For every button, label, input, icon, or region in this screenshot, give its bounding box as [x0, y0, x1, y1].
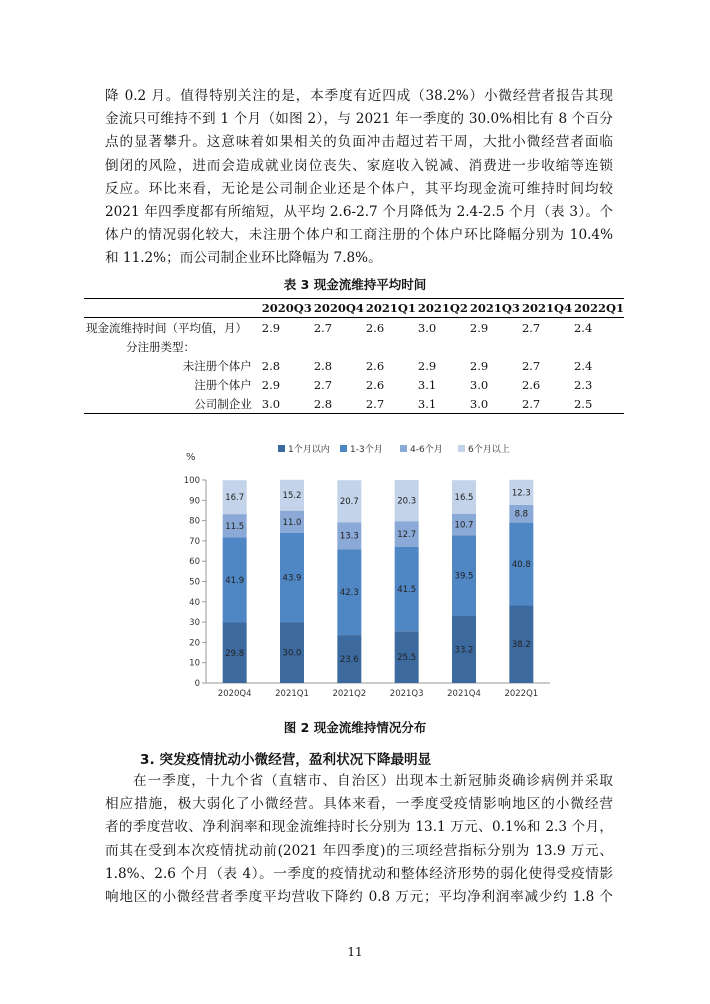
text-line: 响地区的小微经营者季度平均营收下降约 0.8 万元；平均净利润率减少约 1.8 个 [105, 889, 613, 906]
data-label: 12.7 [397, 530, 417, 541]
text-line: 和 11.2%；而公司制企业环比降幅为 7.8%。 [105, 250, 382, 267]
table-row [84, 318, 624, 338]
table-cell: 2.7 [364, 394, 416, 414]
table-cell: 2.9 [469, 358, 489, 373]
text-line: 反应。环比来看，无论是公司制企业还是个体户，其平均现金流可维持时间均较 [105, 180, 613, 197]
y-tick-label: 90 [189, 496, 200, 507]
data-label: 13.3 [339, 531, 359, 542]
table-header-cell: 2021Q3 [468, 299, 520, 318]
text-line: 体户的情况弱化较大，未注册个体户和工商注册的个体户环比降幅分别为 10.4% [105, 227, 613, 244]
table-cell: 2.9 [469, 320, 489, 335]
section-heading: 3. 突发疫情扰动小微经营，盈利状况下降最明显 [140, 752, 432, 768]
text-line: 而其在受到本次疫情扰动前(2021 年四季度)的三项经营指标分别为 13.9 万元、 [105, 842, 613, 859]
data-label: 11.0 [282, 517, 302, 528]
data-label: 20.7 [339, 497, 359, 508]
table-cell: 2.8 [261, 358, 281, 373]
table-cell [364, 337, 416, 356]
table-header-cell: 2020Q4 [312, 299, 364, 318]
table-cell: 2.9 [417, 358, 437, 373]
data-label: 8.8 [514, 509, 529, 520]
page-number: 11 [347, 945, 363, 959]
body-paragraph-top [105, 85, 613, 271]
legend-label: 1个月以内 [288, 445, 330, 455]
y-tick-label: 80 [189, 516, 200, 527]
table-cell [468, 337, 520, 356]
table-cell: 2.7 [313, 377, 333, 392]
table-cell: 2.6 [521, 377, 541, 392]
table-cell: 2.3 [573, 377, 593, 392]
table-caption: 表 3 现金流维持平均时间 [283, 277, 427, 292]
text-line: 在一季度，十九个省（直辖市、自治区）出现本土新冠肺炎确诊病例并采取 [133, 773, 613, 789]
table-cell: 2.6 [365, 377, 385, 392]
data-label: 16.7 [225, 493, 245, 504]
x-tick-label: 2020Q4 [217, 689, 252, 699]
data-label: 10.7 [454, 520, 474, 531]
y-axis-unit: % [186, 452, 196, 463]
table-cell: 2.6 [365, 320, 385, 335]
text-line: 降 0.2 月。值得特别关注的是，本季度有近四成（38.2%）小微经营者报告其现 [105, 88, 613, 104]
table-cell [416, 337, 468, 356]
table-cell: 3.0 [260, 394, 312, 414]
y-tick-label: 70 [189, 536, 200, 547]
y-tick-label: 0 [194, 679, 200, 689]
legend-label: 4-6个月 [410, 445, 443, 455]
data-label: 30.0 [282, 648, 302, 659]
y-tick-label: 30 [189, 618, 200, 629]
figure-caption: 图 2 现金流维持情况分布 [283, 720, 427, 735]
table-row [84, 394, 624, 414]
table-cell [520, 337, 572, 356]
table-cell: 2.7 [521, 320, 541, 335]
row-label: 分注册类型： [126, 339, 195, 354]
text-line: 1.8%、2.6 个月（表 4）。一季度的疫情扰动和整体经济形势的弱化使得受疫情影 [105, 865, 613, 882]
y-tick-label: 50 [189, 577, 200, 588]
y-tick-label: 20 [189, 638, 200, 649]
y-tick-label: 40 [189, 597, 200, 608]
table-header-cell: 2021Q2 [416, 299, 468, 318]
table-cell: 2.9 [261, 320, 281, 335]
row-label: 注册个体户 [194, 377, 252, 392]
row-label: 未注册个体户 [182, 358, 252, 373]
text-line: 点的显著攀升。这意味着如果相关的负面冲击超过若干周，大批小微经营者面临 [105, 134, 613, 151]
table-cell: 2.4 [573, 358, 593, 373]
table-cell: 3.0 [469, 377, 489, 392]
table-cell: 3.0 [417, 320, 437, 335]
table-cell: 3.1 [416, 394, 468, 414]
table-header-cell [84, 299, 260, 318]
table-header-cell: 2022Q1 [572, 299, 624, 318]
data-label: 43.9 [282, 573, 302, 584]
text-line: 者的季度营收、净利润率和现金流维持时长分别为 13.1 万元、0.1%和 2.3 个月， [105, 819, 613, 836]
y-tick-label: 10 [189, 658, 200, 669]
data-label: 11.5 [225, 521, 245, 532]
data-label: 40.8 [511, 560, 531, 571]
text-line: 金流只可维持不到 1 个月（如图 2），与 2021 年一季度的 30.0%相比有 8 个百分 [105, 111, 613, 128]
table-cell: 2.5 [572, 394, 624, 414]
legend-swatch [340, 445, 347, 452]
data-label: 41.9 [225, 575, 245, 586]
table-row [84, 375, 624, 394]
data-label: 25.5 [397, 653, 417, 664]
data-label: 33.2 [454, 645, 474, 656]
data-label: 16.5 [454, 492, 474, 503]
table-cell: 3.0 [468, 394, 520, 414]
legend-swatch [458, 445, 465, 452]
table-header-cell: 2021Q4 [520, 299, 572, 318]
text-line: 相应措施，极大弱化了小微经营。具体来看，一季度受疫情影响地区的小微经营 [105, 796, 613, 813]
data-label: 42.3 [339, 588, 359, 599]
table-cell [260, 337, 312, 356]
table-header-cell: 2020Q3 [260, 299, 312, 318]
data-label: 20.3 [397, 496, 417, 507]
x-tick-label: 2021Q2 [332, 689, 367, 699]
table-cell: 2.7 [313, 320, 333, 335]
y-tick-label: 60 [189, 557, 200, 568]
x-tick-label: 2021Q4 [447, 689, 481, 699]
table-cell: 2.4 [573, 320, 593, 335]
data-label: 39.5 [454, 571, 474, 582]
legend-swatch [400, 445, 407, 452]
table-row [84, 356, 624, 375]
data-label: 38.2 [511, 640, 531, 651]
table-cell [312, 337, 364, 356]
row-label: 公司制企业 [84, 394, 260, 414]
cashflow-distribution-chart [178, 440, 558, 705]
body-paragraph-bottom [105, 770, 613, 909]
text-line: 倒闭的风险，进而会造成就业岗位丧失、家庭收入锐减、消费进一步收缩等连锁 [105, 157, 613, 174]
table-cell: 2.8 [312, 394, 364, 414]
y-tick-label: 100 [183, 476, 200, 486]
data-label: 41.5 [397, 585, 417, 596]
table-row [84, 337, 624, 356]
table-cell: 2.6 [365, 358, 385, 373]
table-header-cell: 2021Q1 [364, 299, 416, 318]
table-cell: 2.7 [521, 358, 541, 373]
legend-label: 6个月以上 [468, 445, 510, 455]
x-tick-label: 2022Q1 [504, 689, 539, 699]
text-line: 2021 年四季度都有所缩短，从平均 2.6-2.7 个月降低为 2.4-2.5 个月（表 3）。个 [105, 204, 613, 221]
table-cell: 3.1 [417, 377, 437, 392]
data-label: 29.8 [225, 648, 245, 659]
x-tick-label: 2021Q1 [275, 689, 309, 699]
row-label: 现金流维持时间（平均值，月） [86, 320, 247, 335]
table-header-row [84, 299, 624, 318]
data-label: 12.3 [511, 488, 531, 499]
table-cell [572, 337, 624, 356]
data-label: 23.6 [339, 655, 359, 666]
table-cell: 2.7 [520, 394, 572, 414]
cashflow-table [84, 298, 624, 414]
x-tick-label: 2021Q3 [389, 689, 424, 699]
legend-swatch [278, 445, 285, 452]
table-cell: 2.9 [261, 377, 281, 392]
data-label: 15.2 [282, 491, 302, 502]
legend-label: 1-3个月 [350, 445, 383, 455]
table-cell: 2.8 [313, 358, 333, 373]
